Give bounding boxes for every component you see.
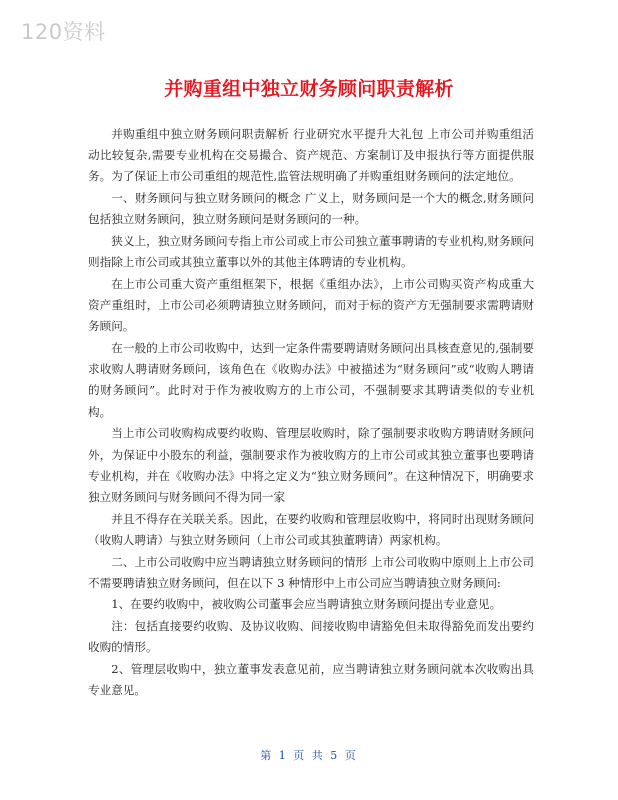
document-title: 并购重组中独立财务顾问职责解析 <box>164 78 454 100</box>
paragraph: 在一般的上市公司收购中，达到一定条件需要聘请财务顾问出具核查意见的,强制要求收购人聘请财务顾问，该角色在《收购办法》中被描述为“财务顾问”或“收购人聘请的财务顾问”。此时对于作为被收购方的上市公司，不强制要求其聘请类似的专业机构。 <box>88 341 534 419</box>
page-number: 第 1 页 共 5 页 <box>260 749 358 762</box>
paragraph: 二、上市公司收购中应当聘请独立财务顾问的情形 上市公司收购中原则上上市公司不需要聘请独立财务顾问，但在以下 3 种情形中上市公司应当聘请独立财务顾问: <box>88 554 534 590</box>
paragraph: 并购重组中独立财务顾问职责解析 行业研究水平提升大礼包 上市公司并购重组活动比较复杂,需要专业机构在交易撮合、资产规范、方案制订及申报执行等方面提供服务。为了保证上市公司重组的规范性,监管法规明确了并购重组财务顾问的法定地位。 <box>88 127 534 184</box>
document-body <box>88 124 534 702</box>
paragraph: 一、财务顾问与独立财务顾问的概念 广义上，财务顾问是一个大的概念,财务顾问包括独立财务顾问，独立财务顾问是财务顾问的一种。 <box>88 191 534 227</box>
paragraph: 1、在要约收购中，被收购公司董事会应当聘请独立财务顾问提出专业意见。 <box>111 597 502 612</box>
watermark: 120资料 <box>21 20 106 44</box>
paragraph: 狭义上，独立财务顾问专指上市公司或上市公司独立董事聘请的专业机构,财务顾问则指除上市公司或其独立董事以外的其他主体聘请的专业机构。 <box>88 234 534 270</box>
paragraph: 在上市公司重大资产重组框架下，根据《重组办法》，上市公司购买资产构成重大资产重组时，上市公司必须聘请独立财务顾问，而对于标的资产方无强制要求需聘请财务顾问。 <box>88 276 534 334</box>
paragraph: 当上市公司收购构成要约收购、管理层收购时，除了强制要求收购方聘请财务顾问外，为保证中小股东的利益，强制要求作为被收购方的上市公司或其独立董事也要聘请专业机构，并在《收购办法》中将之定义为“独立财务顾问”。在这种情况下，明确要求独立财务顾问与财务顾问不得为同一家 <box>88 426 534 504</box>
paragraph: 2、管理层收购中，独立董事发表意见前，应当聘请独立财务顾问就本次收购出具专业意见。 <box>88 662 534 698</box>
paragraph: 注：包括直接要约收购、及协议收购、间接收购申请豁免但未取得豁免而发出要约收购的情形。 <box>88 619 534 655</box>
paragraph: 并且不得存在关联关系。因此，在要约收购和管理层收购中，将同时出现财务顾问（收购人聘请）与独立财务顾问（上市公司或其独董聘请）两家机构。 <box>88 511 534 547</box>
